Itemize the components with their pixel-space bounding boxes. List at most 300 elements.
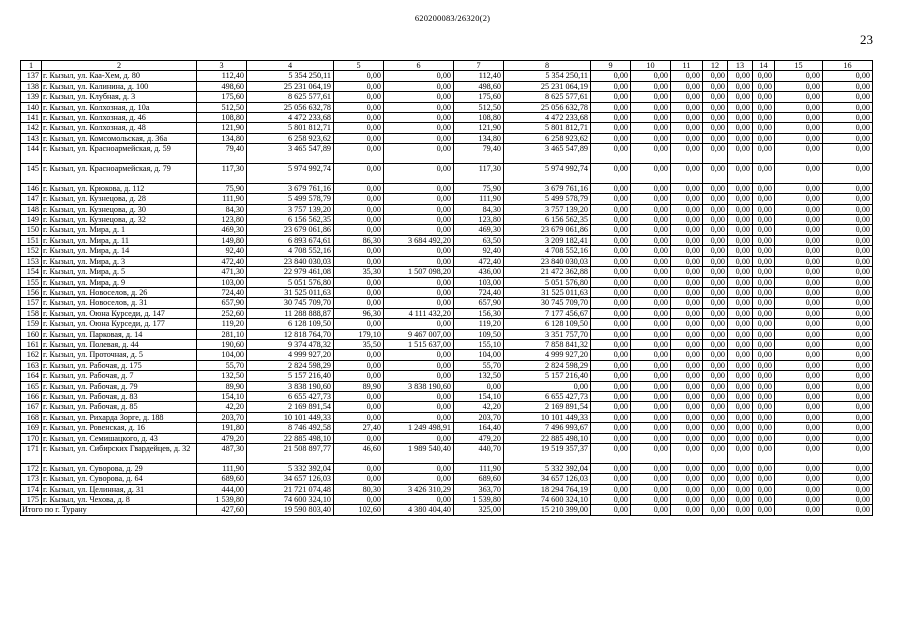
value-cell: 0,00 (823, 423, 873, 433)
value-cell: 0,00 (775, 329, 823, 339)
total-value-cell: 15 210 399,00 (504, 505, 591, 515)
value-cell: 0,00 (703, 329, 728, 339)
value-cell: 0,00 (728, 113, 753, 123)
table-row (21, 164, 873, 184)
value-cell: 0,00 (823, 339, 873, 349)
value-cell: 0,00 (334, 391, 384, 401)
value-cell: 0,00 (591, 277, 631, 287)
value-cell: 134,80 (197, 133, 247, 143)
value-cell: 3 351 757,70 (504, 329, 591, 339)
row-index: 152 (21, 246, 42, 256)
value-cell: 0,00 (728, 381, 753, 391)
value-cell: 0,00 (384, 319, 454, 329)
value-cell: 0,00 (703, 339, 728, 349)
value-cell: 0,00 (775, 412, 823, 422)
page-number: 23 (860, 32, 873, 47)
value-cell: 0,00 (775, 225, 823, 235)
value-cell: 80,30 (334, 484, 384, 494)
value-cell: 0,00 (728, 183, 753, 193)
value-cell: 0,00 (384, 81, 454, 91)
value-cell: 0,00 (671, 183, 703, 193)
value-cell: 0,00 (631, 339, 671, 349)
address-cell: г. Кызыл, ул. Комсомольская, д. 36а (42, 133, 197, 143)
address-cell: г. Кызыл, ул. Мира, д. 9 (42, 277, 197, 287)
value-cell: 3 757 139,20 (247, 204, 334, 214)
value-cell: 0,00 (591, 433, 631, 443)
value-cell: 0,00 (384, 391, 454, 401)
value-cell: 0,00 (671, 144, 703, 164)
value-cell: 0,00 (775, 92, 823, 102)
value-cell: 0,00 (334, 402, 384, 412)
value-cell: 89,90 (334, 381, 384, 391)
value-cell: 0,00 (775, 308, 823, 318)
value-cell: 0,00 (728, 194, 753, 204)
row-index: 155 (21, 277, 42, 287)
value-cell: 0,00 (591, 287, 631, 297)
value-cell: 149,80 (197, 235, 247, 245)
value-cell: 0,00 (671, 71, 703, 81)
value-cell: 30 745 709,70 (247, 298, 334, 308)
value-cell: 0,00 (753, 329, 775, 339)
value-cell: 0,00 (334, 474, 384, 484)
value-cell: 79,40 (454, 144, 504, 164)
address-cell: г. Кызыл, ул. Полевая, д. 44 (42, 339, 197, 349)
value-cell: 0,00 (753, 102, 775, 112)
value-cell: 117,30 (197, 164, 247, 184)
value-cell: 0,00 (334, 277, 384, 287)
value-cell: 0,00 (753, 204, 775, 214)
value-cell: 0,00 (753, 133, 775, 143)
value-cell: 0,00 (591, 444, 631, 464)
value-cell: 0,00 (775, 235, 823, 245)
value-cell: 0,00 (753, 298, 775, 308)
value-cell: 0,00 (591, 381, 631, 391)
table-row (21, 298, 873, 308)
value-cell: 111,90 (197, 463, 247, 473)
value-cell: 0,00 (823, 215, 873, 225)
value-cell: 0,00 (671, 308, 703, 318)
value-cell: 3 426 310,29 (384, 484, 454, 494)
value-cell: 0,00 (384, 183, 454, 193)
value-cell: 252,60 (197, 308, 247, 318)
value-cell: 0,00 (703, 123, 728, 133)
value-cell: 6 258 923,62 (247, 133, 334, 143)
column-number: 15 (775, 61, 823, 71)
value-cell: 0,00 (671, 194, 703, 204)
value-cell: 0,00 (384, 298, 454, 308)
value-cell: 0,00 (823, 81, 873, 91)
value-cell: 0,00 (753, 113, 775, 123)
value-cell: 0,00 (775, 391, 823, 401)
value-cell: 112,40 (454, 71, 504, 81)
value-cell: 117,30 (454, 164, 504, 184)
value-cell: 0,00 (631, 246, 671, 256)
value-cell: 0,00 (753, 350, 775, 360)
value-cell: 0,00 (823, 402, 873, 412)
value-cell: 0,00 (334, 371, 384, 381)
row-index: 149 (21, 215, 42, 225)
value-cell: 0,00 (823, 183, 873, 193)
value-cell: 18 294 764,19 (504, 484, 591, 494)
value-cell: 0,00 (671, 433, 703, 443)
value-cell: 2 824 598,29 (247, 360, 334, 370)
row-index: 166 (21, 391, 42, 401)
row-index: 165 (21, 381, 42, 391)
row-index: 147 (21, 194, 42, 204)
value-cell: 0,00 (591, 391, 631, 401)
value-cell: 35,50 (334, 339, 384, 349)
address-cell: г. Кызыл, ул. Проточная, д. 5 (42, 350, 197, 360)
value-cell: 0,00 (334, 246, 384, 256)
value-cell: 0,00 (671, 463, 703, 473)
column-number: 7 (454, 61, 504, 71)
value-cell: 2 169 891,54 (504, 402, 591, 412)
value-cell: 0,00 (384, 463, 454, 473)
value-cell: 23 679 061,86 (247, 225, 334, 235)
address-cell: г. Кызыл, ул. Кузнецова, д. 28 (42, 194, 197, 204)
value-cell: 3 209 182,41 (504, 235, 591, 245)
value-cell: 119,20 (197, 319, 247, 329)
value-cell: 0,00 (728, 123, 753, 133)
value-cell: 0,00 (823, 287, 873, 297)
value-cell: 0,00 (728, 495, 753, 505)
value-cell: 0,00 (775, 123, 823, 133)
value-cell: 0,00 (591, 183, 631, 193)
value-cell: 0,00 (591, 133, 631, 143)
column-number: 9 (591, 61, 631, 71)
value-cell: 0,00 (671, 92, 703, 102)
value-cell: 0,00 (728, 329, 753, 339)
table-header-row (21, 61, 873, 71)
value-cell: 0,00 (631, 433, 671, 443)
value-cell: 0,00 (631, 71, 671, 81)
value-cell: 0,00 (703, 391, 728, 401)
value-cell: 1 539,80 (454, 495, 504, 505)
value-cell: 5 354 250,11 (504, 71, 591, 81)
column-number: 13 (728, 61, 753, 71)
address-cell: г. Кызыл, ул. Каа-Хем, д. 80 (42, 71, 197, 81)
value-cell: 55,70 (197, 360, 247, 370)
value-cell: 111,90 (454, 194, 504, 204)
value-cell: 0,00 (384, 102, 454, 112)
table-row (21, 381, 873, 391)
value-cell: 31 525 011,63 (504, 287, 591, 297)
value-cell: 75,90 (197, 183, 247, 193)
value-cell: 0,00 (703, 164, 728, 184)
value-cell: 0,00 (823, 360, 873, 370)
value-cell: 0,00 (728, 463, 753, 473)
value-cell: 0,00 (591, 256, 631, 266)
value-cell: 0,00 (384, 474, 454, 484)
value-cell: 0,00 (591, 360, 631, 370)
value-cell: 487,30 (197, 444, 247, 464)
value-cell: 0,00 (703, 225, 728, 235)
value-cell: 0,00 (384, 402, 454, 412)
table-row (21, 412, 873, 422)
value-cell: 0,00 (671, 164, 703, 184)
value-cell: 0,00 (631, 102, 671, 112)
table-row (21, 463, 873, 473)
value-cell: 0,00 (823, 350, 873, 360)
value-cell: 0,00 (728, 444, 753, 464)
value-cell: 0,00 (703, 433, 728, 443)
value-cell: 0,00 (703, 423, 728, 433)
value-cell: 22 979 461,08 (247, 267, 334, 277)
value-cell: 6 156 562,35 (247, 215, 334, 225)
value-cell: 0,00 (631, 350, 671, 360)
value-cell: 472,40 (197, 256, 247, 266)
value-cell: 0,00 (631, 474, 671, 484)
total-value-cell: 4 380 404,40 (384, 505, 454, 515)
value-cell: 0,00 (591, 329, 631, 339)
value-cell: 0,00 (591, 81, 631, 91)
row-index: 174 (21, 484, 42, 494)
column-number: 10 (631, 61, 671, 71)
table-row (21, 308, 873, 318)
row-index: 175 (21, 495, 42, 505)
value-cell: 0,00 (703, 319, 728, 329)
value-cell: 0,00 (631, 463, 671, 473)
value-cell: 498,60 (197, 81, 247, 91)
value-cell: 0,00 (823, 463, 873, 473)
value-cell: 21 508 897,77 (247, 444, 334, 464)
value-cell: 0,00 (775, 402, 823, 412)
value-cell: 104,00 (197, 350, 247, 360)
value-cell: 0,00 (631, 204, 671, 214)
value-cell: 0,00 (671, 215, 703, 225)
value-cell: 0,00 (384, 495, 454, 505)
value-cell: 0,00 (671, 391, 703, 401)
column-number: 4 (247, 61, 334, 71)
value-cell: 4 708 552,16 (247, 246, 334, 256)
value-cell: 0,00 (753, 391, 775, 401)
value-cell: 0,00 (823, 381, 873, 391)
value-cell: 74 600 324,10 (504, 495, 591, 505)
value-cell: 0,00 (334, 81, 384, 91)
row-index: 143 (21, 133, 42, 143)
column-number: 2 (42, 61, 197, 71)
value-cell: 0,00 (671, 123, 703, 133)
value-cell: 0,00 (591, 123, 631, 133)
value-cell: 0,00 (753, 339, 775, 349)
row-index: 167 (21, 402, 42, 412)
value-cell: 0,00 (631, 256, 671, 266)
total-value-cell: 0,00 (775, 505, 823, 515)
column-number: 12 (703, 61, 728, 71)
value-cell: 6 128 109,50 (247, 319, 334, 329)
total-label: Итого по г. Турану (21, 505, 197, 515)
value-cell: 34 657 126,03 (247, 474, 334, 484)
value-cell: 0,00 (775, 287, 823, 297)
value-cell: 0,00 (631, 133, 671, 143)
value-cell: 0,00 (591, 371, 631, 381)
value-cell: 4 111 432,20 (384, 308, 454, 318)
value-cell: 0,00 (753, 123, 775, 133)
value-cell: 7 496 993,67 (504, 423, 591, 433)
value-cell: 0,00 (728, 267, 753, 277)
value-cell: 0,00 (703, 194, 728, 204)
value-cell: 156,30 (454, 308, 504, 318)
value-cell: 0,00 (728, 308, 753, 318)
value-cell: 0,00 (631, 215, 671, 225)
value-cell: 5 801 812,71 (504, 123, 591, 133)
value-cell: 0,00 (631, 308, 671, 318)
value-cell: 203,70 (454, 412, 504, 422)
value-cell: 0,00 (728, 402, 753, 412)
value-cell: 0,00 (728, 235, 753, 245)
table-row (21, 256, 873, 266)
address-cell: г. Кызыл, ул. Парковая, д. 14 (42, 329, 197, 339)
row-index: 145 (21, 164, 42, 184)
value-cell: 0,00 (728, 225, 753, 235)
value-cell: 0,00 (823, 123, 873, 133)
value-cell: 0,00 (703, 463, 728, 473)
value-cell: 0,00 (823, 235, 873, 245)
value-cell: 0,00 (671, 225, 703, 235)
value-cell: 0,00 (753, 215, 775, 225)
value-cell: 0,00 (631, 360, 671, 370)
value-cell: 0,00 (334, 183, 384, 193)
value-cell: 0,00 (384, 113, 454, 123)
value-cell: 6 258 923,62 (504, 133, 591, 143)
value-cell: 109,50 (454, 329, 504, 339)
value-cell: 0,00 (775, 277, 823, 287)
value-cell: 0,00 (671, 113, 703, 123)
value-cell: 0,00 (823, 433, 873, 443)
address-cell: г. Кызыл, ул. Рабочая, д. 7 (42, 371, 197, 381)
address-cell: г. Кызыл, ул. Крюкова, д. 112 (42, 183, 197, 193)
value-cell: 0,00 (591, 423, 631, 433)
value-cell: 175,60 (454, 92, 504, 102)
row-index: 162 (21, 350, 42, 360)
value-cell: 0,00 (334, 204, 384, 214)
value-cell: 132,50 (454, 371, 504, 381)
value-cell: 3 679 761,16 (247, 183, 334, 193)
value-cell: 0,00 (728, 215, 753, 225)
table-row (21, 444, 873, 464)
value-cell: 0,00 (703, 381, 728, 391)
value-cell: 0,00 (384, 133, 454, 143)
value-cell: 0,00 (823, 194, 873, 204)
value-cell: 11 288 888,87 (247, 308, 334, 318)
value-cell: 0,00 (384, 412, 454, 422)
address-cell: г. Кызыл, ул. Суворова, д. 29 (42, 463, 197, 473)
address-cell: г. Кызыл, ул. Новоселов, д. 31 (42, 298, 197, 308)
value-cell: 689,60 (197, 474, 247, 484)
value-cell: 0,00 (631, 423, 671, 433)
value-cell: 0,00 (591, 71, 631, 81)
row-index: 161 (21, 339, 42, 349)
row-index: 144 (21, 144, 42, 164)
value-cell: 0,00 (728, 474, 753, 484)
value-cell: 0,00 (631, 371, 671, 381)
value-cell: 0,00 (703, 215, 728, 225)
row-index: 171 (21, 444, 42, 464)
value-cell: 3 465 547,89 (247, 144, 334, 164)
value-cell: 6 655 427,73 (247, 391, 334, 401)
value-cell: 0,00 (823, 267, 873, 277)
value-cell: 0,00 (775, 267, 823, 277)
row-index: 137 (21, 71, 42, 81)
row-index: 148 (21, 204, 42, 214)
value-cell: 0,00 (384, 360, 454, 370)
value-cell: 0,00 (384, 194, 454, 204)
value-cell: 0,00 (334, 102, 384, 112)
value-cell: 46,60 (334, 444, 384, 464)
value-cell: 5 801 812,71 (247, 123, 334, 133)
value-cell: 35,30 (334, 267, 384, 277)
value-cell: 42,20 (197, 402, 247, 412)
value-cell: 74 600 324,10 (247, 495, 334, 505)
value-cell: 0,00 (728, 371, 753, 381)
value-cell: 0,00 (775, 474, 823, 484)
value-cell: 0,00 (334, 144, 384, 164)
value-cell: 0,00 (753, 423, 775, 433)
address-cell: г. Кызыл, ул. Рабочая, д. 85 (42, 402, 197, 412)
value-cell: 1 507 098,20 (384, 267, 454, 277)
value-cell: 0,00 (631, 144, 671, 164)
value-cell: 0,00 (703, 71, 728, 81)
row-index: 163 (21, 360, 42, 370)
document-id: 620200083/26320(2) (414, 13, 491, 23)
column-number: 16 (823, 61, 873, 71)
value-cell: 0,00 (631, 164, 671, 184)
table-row (21, 287, 873, 297)
value-cell: 155,10 (454, 339, 504, 349)
value-cell: 0,00 (334, 113, 384, 123)
table-row (21, 92, 873, 102)
value-cell: 119,20 (454, 319, 504, 329)
address-cell: г. Кызыл, ул. Мира, д. 11 (42, 235, 197, 245)
value-cell: 0,00 (728, 133, 753, 143)
value-cell: 0,00 (591, 215, 631, 225)
value-cell: 0,00 (703, 371, 728, 381)
value-cell: 0,00 (775, 133, 823, 143)
value-cell: 0,00 (753, 319, 775, 329)
value-cell: 0,00 (775, 495, 823, 505)
value-cell: 0,00 (703, 444, 728, 464)
value-cell: 0,00 (591, 92, 631, 102)
value-cell: 472,40 (454, 256, 504, 266)
value-cell: 154,10 (197, 391, 247, 401)
value-cell: 0,00 (823, 256, 873, 266)
table-row (21, 144, 873, 164)
value-cell: 0,00 (728, 319, 753, 329)
address-cell: г. Кызыл, ул. Калинина, д. 100 (42, 81, 197, 91)
value-cell: 0,00 (671, 412, 703, 422)
value-cell: 121,90 (197, 123, 247, 133)
value-cell: 0,00 (591, 225, 631, 235)
value-cell: 3 684 492,20 (384, 235, 454, 245)
value-cell: 0,00 (753, 287, 775, 297)
address-cell: г. Кызыл, ул. Кузнецова, д. 32 (42, 215, 197, 225)
value-cell: 0,00 (384, 144, 454, 164)
column-number: 6 (384, 61, 454, 71)
value-cell: 0,00 (775, 339, 823, 349)
value-cell: 0,00 (775, 71, 823, 81)
value-cell: 55,70 (454, 360, 504, 370)
value-cell: 0,00 (753, 402, 775, 412)
value-cell: 0,00 (775, 256, 823, 266)
address-cell: г. Кызыл, ул. Оюна Курседи, д. 147 (42, 308, 197, 318)
value-cell: 0,00 (775, 144, 823, 164)
value-cell: 0,00 (753, 183, 775, 193)
value-cell: 0,00 (728, 423, 753, 433)
value-cell: 0,00 (775, 183, 823, 193)
value-cell: 175,60 (197, 92, 247, 102)
value-cell: 0,00 (823, 164, 873, 184)
value-cell: 0,00 (728, 277, 753, 287)
